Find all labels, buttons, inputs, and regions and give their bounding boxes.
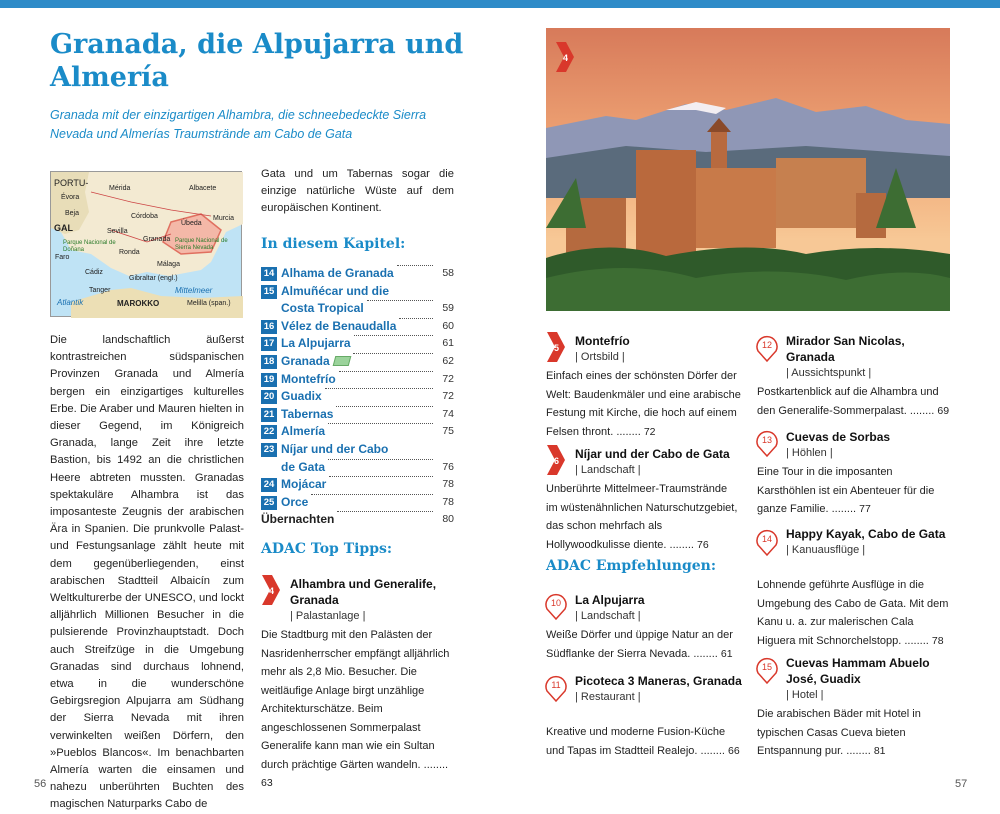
recommendation-type: | Kanuausflüge |: [786, 544, 866, 556]
svg-text:14: 14: [761, 534, 773, 544]
map-label: Sevilla: [107, 228, 128, 235]
svg-text:4: 4: [563, 53, 569, 63]
top-tip-title[interactable]: Montefrío | Ortsbild |: [575, 333, 745, 365]
toc-item-continued[interactable]: de Gata 76: [281, 459, 454, 474]
recommendation-title[interactable]: Cuevas de Sorbas | Höhlen |: [786, 429, 951, 461]
svg-text:12: 12: [761, 340, 773, 350]
top-tip-title[interactable]: Alhambra und Generalife, Granada | Palastanlage |: [290, 576, 455, 624]
svg-text:10: 10: [550, 598, 562, 608]
recommendation-type: | Restaurant |: [575, 691, 641, 703]
recommendation-badge-icon: [755, 334, 779, 362]
map-label: Évora: [61, 194, 80, 201]
recommendation-description: Eine Tour in die imposanten Karsthöhlen ist ein Abenteuer für die ganze Familie. ........ 77: [757, 466, 935, 515]
recommendation-description: Die arabischen Bäder mit Hotel in typischen Casas Cueva bieten Entspannung pur. ........ 81: [757, 708, 921, 757]
map-label: Faro: [55, 254, 70, 261]
intro-text-continued: Gata und um Tabernas sogar die einzige natürliche Wüste auf dem europäischen Kontinent.: [261, 168, 454, 215]
svg-text:6: 6: [554, 456, 560, 466]
map-label: Málaga: [157, 261, 180, 268]
toc-item[interactable]: 19 Montefrío 72: [261, 371, 454, 389]
recommendation-description: Weiße Dörfer und üppige Natur an der Südflanke der Sierra Nevada. ........ 61: [546, 629, 733, 660]
photo-badge-icon: [556, 42, 574, 72]
chapter-toc: [261, 265, 454, 529]
top-tip-type: | Ortsbild |: [575, 351, 625, 363]
toc-item[interactable]: 23 Níjar und der Cabo: [261, 441, 454, 459]
map-label: Granada: [143, 236, 171, 243]
chapter-subtitle: Granada mit der einzigartigen Alhambra, die schneebedeckte Sierra Nevada und Almerías Traumstrände am Cabo de Gata: [50, 108, 427, 141]
map-label: Albacete: [189, 185, 217, 192]
top-tip-badge-icon: [547, 332, 565, 362]
recommendation-badge-icon: [755, 429, 779, 457]
toc-item-continued[interactable]: Costa Tropical 59: [281, 301, 454, 316]
toc-item[interactable]: 16 Vélez de Benaudalla 60: [261, 318, 454, 336]
top-tip-description: Die Stadtburg mit den Palästen der Nasridenherrscher empfängt alljährlich mehr als 2,8 Mio. Besucher. Die weitläufige Anlage birgt unzählige Architekturschätze. Beim angeschlossenen Sommerpalast Generalife kann man wie ein Sultan durch prächtige Gärten wandeln. ........ 63: [261, 629, 450, 789]
toc-item[interactable]: 21 Tabernas 74: [261, 406, 454, 424]
top-tip-badge-icon: [262, 575, 280, 605]
alhambra-illustration: [546, 28, 950, 311]
svg-text:13: 13: [761, 435, 773, 445]
toc-item[interactable]: 24 Mojácar 78: [261, 476, 454, 494]
map-label: PORTU-: [54, 178, 89, 188]
chapter-contents-heading: In diesem Kapitel:: [261, 236, 406, 252]
toc-item[interactable]: 18 Granada 62: [261, 353, 454, 371]
toc-item[interactable]: 25 Orce 78: [261, 494, 454, 512]
toc-item[interactable]: 20 Guadix 72: [261, 388, 454, 406]
page-number-right: 57: [955, 778, 968, 790]
top-tip-title[interactable]: Níjar und der Cabo de Gata | Landschaft |: [575, 446, 745, 478]
top-tip-description: Einfach eines der schönsten Dörfer der Welt: Baudenkmäler und eine arabische Festung mit Kirche, die hoch auf einem Felsen thront. ........ 72: [546, 370, 741, 438]
region-map: [50, 171, 242, 317]
recommendation-badge-icon: [544, 592, 568, 620]
recommendation-type: | Hotel |: [786, 689, 824, 701]
map-book-icon: [332, 356, 351, 366]
svg-text:4: 4: [269, 586, 275, 596]
map-label: Córdoba: [131, 213, 158, 220]
top-tip-type: | Landschaft |: [575, 464, 641, 476]
map-label: Mérida: [109, 185, 131, 192]
recommendation-badge-icon: [544, 674, 568, 702]
map-label: Gibraltar (engl.): [129, 275, 178, 282]
svg-text:5: 5: [554, 343, 560, 353]
top-tip-badge-icon: [547, 445, 565, 475]
recommendation-type: | Höhlen |: [786, 447, 833, 459]
top-tip-type: | Palastanlage |: [290, 610, 366, 622]
recommendation-description: Postkartenblick auf die Alhambra und den Generalife-Sommerpalast. ........ 69: [757, 386, 950, 417]
map-label: Cádiz: [85, 269, 103, 276]
toc-item-accommodation[interactable]: Übernachten 80: [261, 512, 454, 527]
recommendation-title[interactable]: La Alpujarra | Landschaft |: [575, 592, 745, 624]
map-label: Úbeda: [181, 220, 202, 227]
map-label: Melilla (span.): [187, 300, 231, 307]
recommendation-badge-icon: [755, 656, 779, 684]
map-label: Mittelmeer: [175, 286, 213, 295]
map-label: Atlantik: [57, 298, 84, 307]
intro-text: Die landschaftlich äußerst kontrastreichen südspanischen Provinzen Granada und Almería bergen ein einzigartiges kulturelles Erbe. Die Araber und Mauren hielten in dieser Gegend, im Königreich Granada, lange Zeit ihre letzte Bastion, bis 1492 an die christlichen Heere abtreten mussten. Granadas spektakuläre Alhambra ist das imposanteste Zeugnis der arabischen Ära in Spanien. Die prunkvolle Palast- und Festungsanlage zählt heute mit dem gegenüberliegenden, einst arabischen Stadtteil Albaicín zum Weltkulturerbe der UNESCO, und lockt alljährlich Millionen Besucher in die pulsierende Provinzhauptstadt. Doch auch Streifzüge in die Umgebung Granadas sind durchaus lohnend, etwa in die wunderschöne Gebirgsregion Alpujarra am Südhang der Sierra Nevada mit ihren verwinkelten weißen Dörfern, den »Pueblos Blancos«. Im benachbarten Almería warten die einsamen und nahezu unberührten Buchten des magischen Naturparks Cabo de: [50, 334, 244, 811]
recommendation-title[interactable]: Cuevas Hammam Abuelo José, Guadix | Hotel |: [786, 655, 951, 703]
map-label: Murcia: [213, 215, 235, 222]
top-rule: [0, 0, 1000, 8]
top-tips-heading: ADAC Top Tipps:: [261, 541, 393, 557]
recommendation-title[interactable]: Happy Kayak, Cabo de Gata | Kanuausflüge |: [786, 526, 951, 558]
map-label: Tanger: [89, 287, 111, 294]
map-label: Parque Nacional de Sierra Nevada: [175, 238, 228, 251]
recommendations-heading: ADAC Empfehlungen:: [546, 558, 716, 574]
map-label: Parque Nacional de Doñana: [63, 240, 116, 253]
recommendation-description: Lohnende geführte Ausflüge in die Umgebung des Cabo de Gata. Mit dem Kanu u. a. zur malerischen Cala Higuera mit Schnorchelstopp. ........ 78: [757, 579, 949, 647]
recommendation-type: | Aussichtspunkt |: [786, 367, 872, 379]
chapter-title: Granada, die Alpujarra und Almería: [50, 29, 464, 93]
recommendation-title[interactable]: Mirador San Nicolas, Granada | Aussichtspunkt |: [786, 333, 951, 381]
map-label: MAROKKO: [117, 299, 160, 308]
recommendation-description: Kreative und moderne Fusion-Küche und Tapas im Stadtteil Realejo. ........ 66: [546, 726, 740, 757]
toc-item[interactable]: 22 Almería 75: [261, 423, 454, 441]
recommendation-title[interactable]: Picoteca 3 Maneras, Granada | Restaurant |: [575, 673, 745, 705]
toc-item[interactable]: 14 Alhama de Granada 58: [261, 265, 454, 283]
recommendation-badge-icon: [755, 528, 779, 556]
map-label: GAL: [54, 223, 73, 233]
alhambra-photo: [546, 28, 950, 311]
toc-item[interactable]: 17 La Alpujarra 61: [261, 335, 454, 353]
map-label: Ronda: [119, 249, 140, 256]
recommendation-type: | Landschaft |: [575, 610, 641, 622]
map-label: Beja: [65, 210, 80, 217]
toc-item[interactable]: 15 Almuñécar und die: [261, 283, 454, 301]
svg-text:11: 11: [551, 680, 561, 690]
top-tip-description: Unberührte Mittelmeer-Traumstrände im wüstenähnlichen Naturschutzgebiet, das schon mehrfach als Hollywoodkulisse diente. ........ 76: [546, 483, 738, 551]
page-number-left: 56: [34, 778, 47, 790]
svg-text:15: 15: [761, 662, 773, 672]
